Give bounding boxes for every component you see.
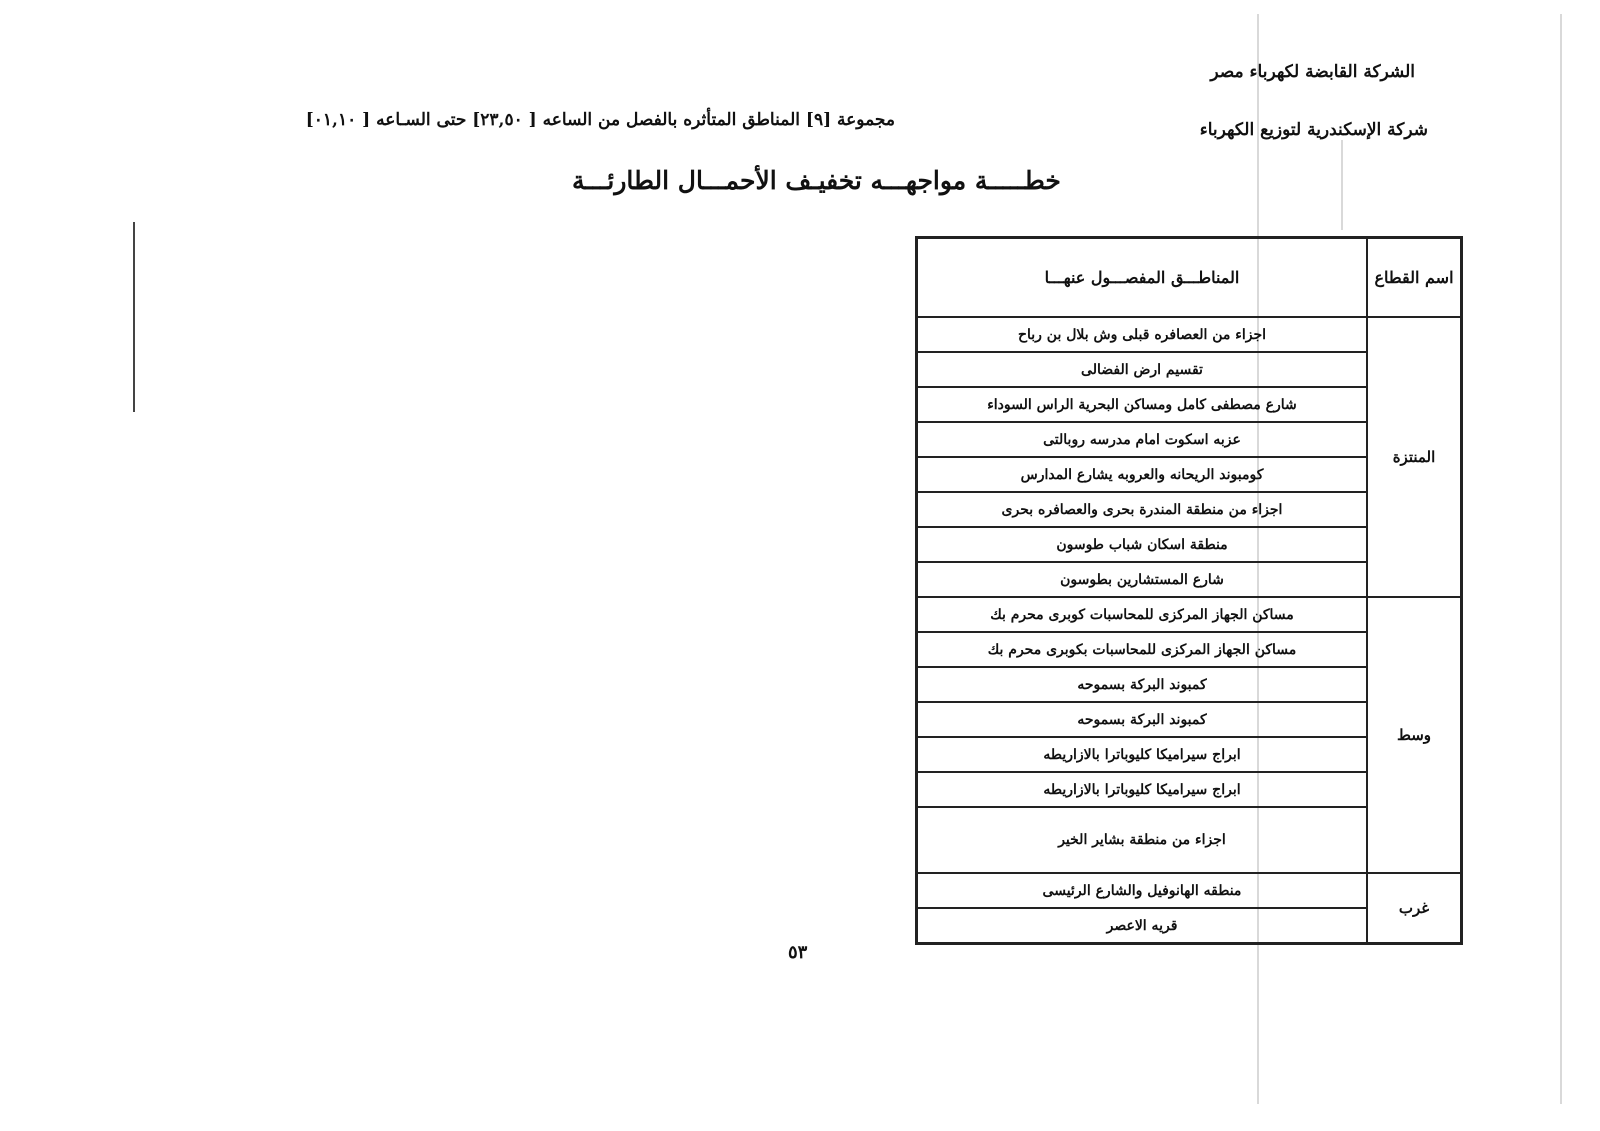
column-header-areas: المناطـــق المفصـــول عنهـــا <box>917 238 1368 318</box>
plan-title: خطـــــة مواجهـــه تخفيـف الأحمـــال الطارئـــة <box>572 166 1061 195</box>
area-cell: قريه الاعصر <box>917 908 1368 944</box>
table-row <box>917 597 1462 632</box>
group-time-window: مجموعة [٩] المناطق المتأثره بالفصل من الساعه [ ٢٣,٥٠] حتى السـاعه [ ٠١,١٠] <box>305 110 895 130</box>
area-cell: اجزاء من العصافره قبلى وش بلال بن رباح <box>917 317 1368 352</box>
area-cell: كمبوند البركة بسموحه <box>917 667 1368 702</box>
sector-name: غرب <box>1367 873 1462 944</box>
area-cell: تقسيم ارض الفضالى <box>917 352 1368 387</box>
scan-artifact <box>1560 14 1562 1104</box>
table-header-row <box>917 238 1462 318</box>
org-holding-name: الشركة القابضة لكهرباء مصر <box>1210 62 1415 82</box>
area-cell: مساكن الجهاز المركزى للمحاسبات بكوبرى محرم بك <box>917 632 1368 667</box>
sector-name: المنتزة <box>1367 317 1462 597</box>
area-cell: ابراج سيراميكا كليوباترا بالازاريطه <box>917 772 1368 807</box>
area-cell: عزبه اسكوت امام مدرسه روبالتى <box>917 422 1368 457</box>
table-row <box>917 317 1462 352</box>
scan-artifact <box>1341 140 1343 230</box>
area-cell: شارع مصطفى كامل ومساكن البحرية الراس السوداء <box>917 387 1368 422</box>
area-cell: اجزاء من منطقة بشاير الخير <box>917 807 1368 873</box>
table-row <box>917 873 1462 908</box>
area-cell: كمبوند البركة بسموحه <box>917 702 1368 737</box>
margin-rule <box>133 222 135 412</box>
area-cell: اجزاء من منطقة المندرة بحرى والعصافره بحرى <box>917 492 1368 527</box>
area-cell: منطقة اسكان شباب طوسون <box>917 527 1368 562</box>
area-cell: كومبوند الريحانه والعروبه يشارع المدارس <box>917 457 1368 492</box>
area-cell: مساكن الجهاز المركزى للمحاسبات كوبرى محرم بك <box>917 597 1368 632</box>
load-shedding-table <box>915 236 1463 945</box>
sector-name: وسط <box>1367 597 1462 873</box>
page-number: ٥٣ <box>788 942 808 963</box>
org-distribution-name: شركة الإسكندرية لتوزيع الكهرباء <box>1199 120 1428 140</box>
area-cell: منطقه الهانوفيل والشارع الرئيسى <box>917 873 1368 908</box>
area-cell: ابراج سيراميكا كليوباترا بالازاريطه <box>917 737 1368 772</box>
area-cell: شارع المستشارين بطوسون <box>917 562 1368 597</box>
column-header-sector: اسم القطاع <box>1367 238 1462 318</box>
